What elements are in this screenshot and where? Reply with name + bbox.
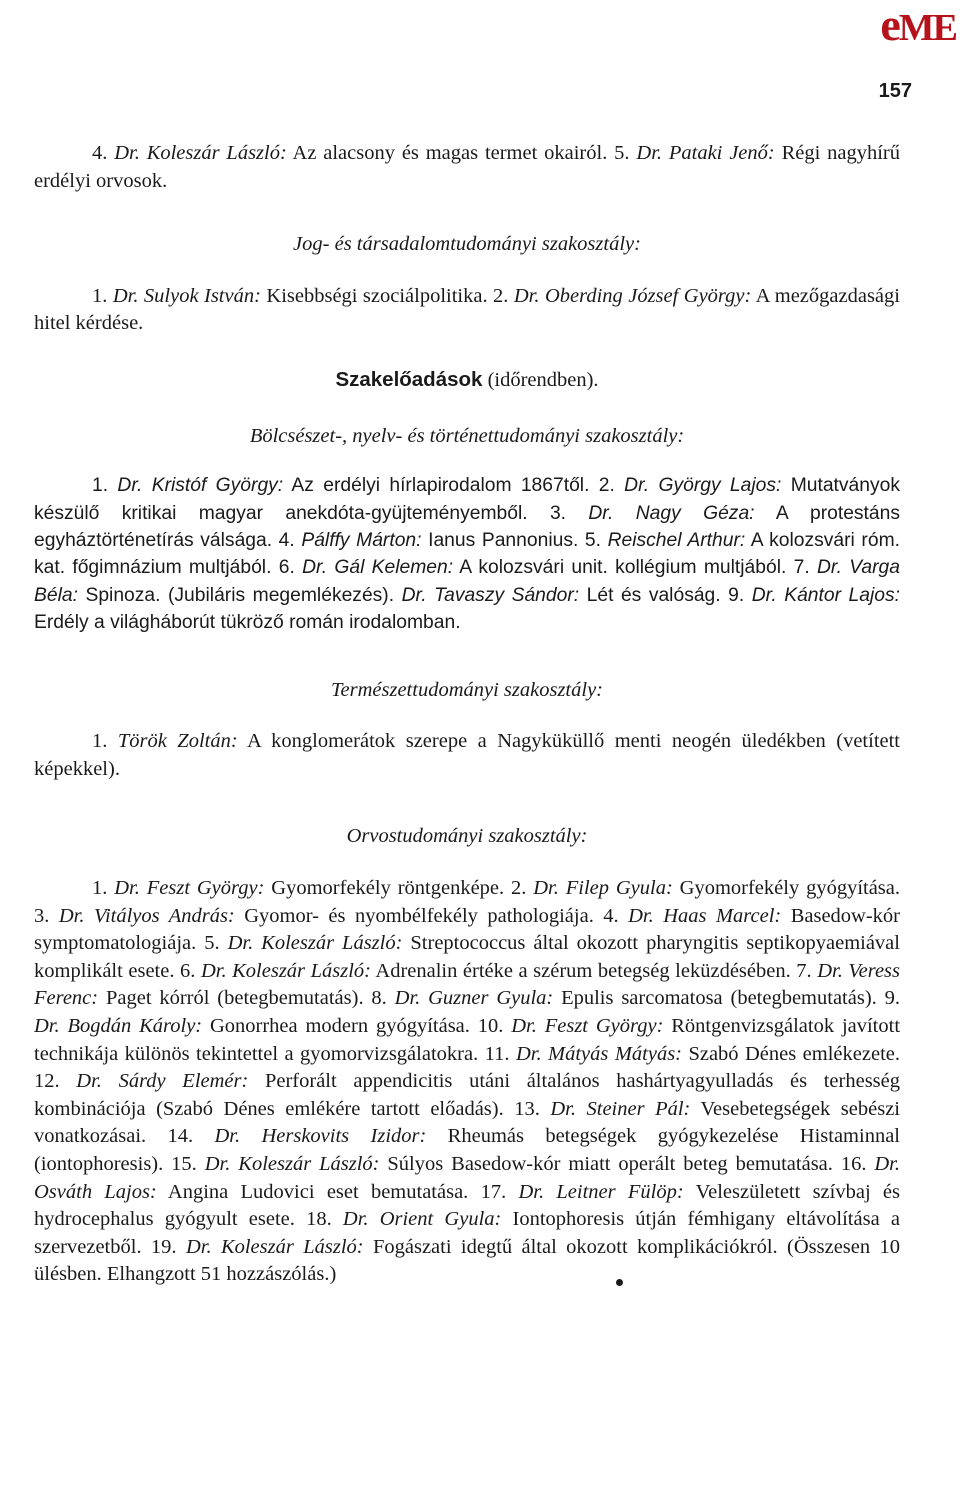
section-heading-talks: Szakelőadások (időrendben). [335,367,599,391]
publisher-logo: eME [880,0,956,50]
paragraph-humanities-lectures: 1. Dr. Kristóf György: Az erdélyi hírlapirodalom 1867től. 2. Dr. György Lajos: Mutatványok készülő kritikai magyar anekdóta-gyüjteményemből. 3. Dr. Nagy Géza: A protestáns egyháztörténetírás válsága. 4. Pálffy Márton: Ianus Pannonius. 5. Reischel Arthur: A kolozsvári róm. kat. főgimnázium multjából. 6. Dr. Gál Kelemen: A kolozsvári unit. kollégium multjából. 7. Dr. Varga Béla: Spinoza. (Jubiláris megemlékezés). Dr. Tavaszy Sándor: Lét és valóság. 9. Dr. Kántor Lajos: Erdély a világháborút tükröző román irodalomban. [34,475,901,634]
section-heading-law: Jog- és társadalomtudományi szakosztály: [293,233,641,256]
page-number: 157 [878,80,912,102]
section-heading-science: Természettudományi szakosztály: [331,678,603,701]
paragraph-lectures-continued: 4. Dr. Koleszár László: Az alacsony és magas termet okairól. 5. Dr. Pataki Jenő: Régi nagyhírű erdélyi orvosok. [34,142,901,192]
paragraph-science-lectures: 1. Török Zoltán: A konglomerátok szerepe a Nagyküküllő menti neogén üledékben (vetített képekkel). [34,730,901,780]
bullet-dot-mark [616,1279,623,1286]
paragraph-medicine-lectures: 1. Dr. Feszt György: Gyomorfekély röntgenképe. 2. Dr. Filep Gyula: Gyomorfekély gyógyítása. 3. Dr. Vitályos András: Gyomor- és nyombélfekély pathologiája. 4. Dr. Haas Marcel: Basedow-kór symptomatologiája. 5. Dr. Koleszár László: Streptococcus által okozott pharyngitis septikopyaemiával komplikált esete. 6. Dr. Koleszár László: Adrenalin értéke a szérum betegség leküzdésében. 7. Dr. Veress Ferenc: Paget kórról (betegbemutatás). 8. Dr. Guzner Gyula: Epulis sarcomatosa (betegbemutatás). 9. Dr. Bogdán Károly: Gonorrhea modern gyógyítása. 10. Dr. Feszt György: Röntgenvizsgálatok javított technikája különös tekintettel a gyomorvizsgálatokra. 11. Dr. Mátyás Mátyás: Szabó Dénes emlékezete. 12. Dr. Sárdy Elemér: Perforált appendicitis utáni általános hashártyagyulladás és terhesség kombinációja (Szabó Dénes emlékére tartott előadás). 13. Dr. Steiner Pál: Vesebetegségek sebészi vonatkozásai. 14. Dr. Herskovits Izidor: Rheumás betegségek gyógykezelése Histaminnal (iontophoresis). 15. Dr. Koleszár László: Súlyos Basedow-kór miatt operált beteg bemutatása. 16. Dr. Osváth Lajos: Angina Ludovici eset bemutatása. 17. Dr. Leitner Fülöp: Veleszületett szívbaj és hydrocephalus gyógyult esete. 18. Dr. Orient Gyula: Iontophoresis útján fémhigany eltávolítása a szervezetből. 19. Dr. Koleszár László: Fogászati idegtű által okozott komplikációkról. (Összesen 10 ülésben. Elhangzott 51 hozzászólás.) [34,876,901,1286]
page-content [34,140,900,1289]
section-heading-medicine: Orvostudományi szakosztály: [346,825,588,848]
paragraph-law-lectures: 1. Dr. Sulyok István: Kisebbségi szociálpolitika. 2. Dr. Oberding József György: A mezőgazdasági hitel kérdése. [34,284,900,335]
section-heading-humanities: Bölcsészet-, nyelv- és történettudományi szakosztály: [249,424,685,447]
